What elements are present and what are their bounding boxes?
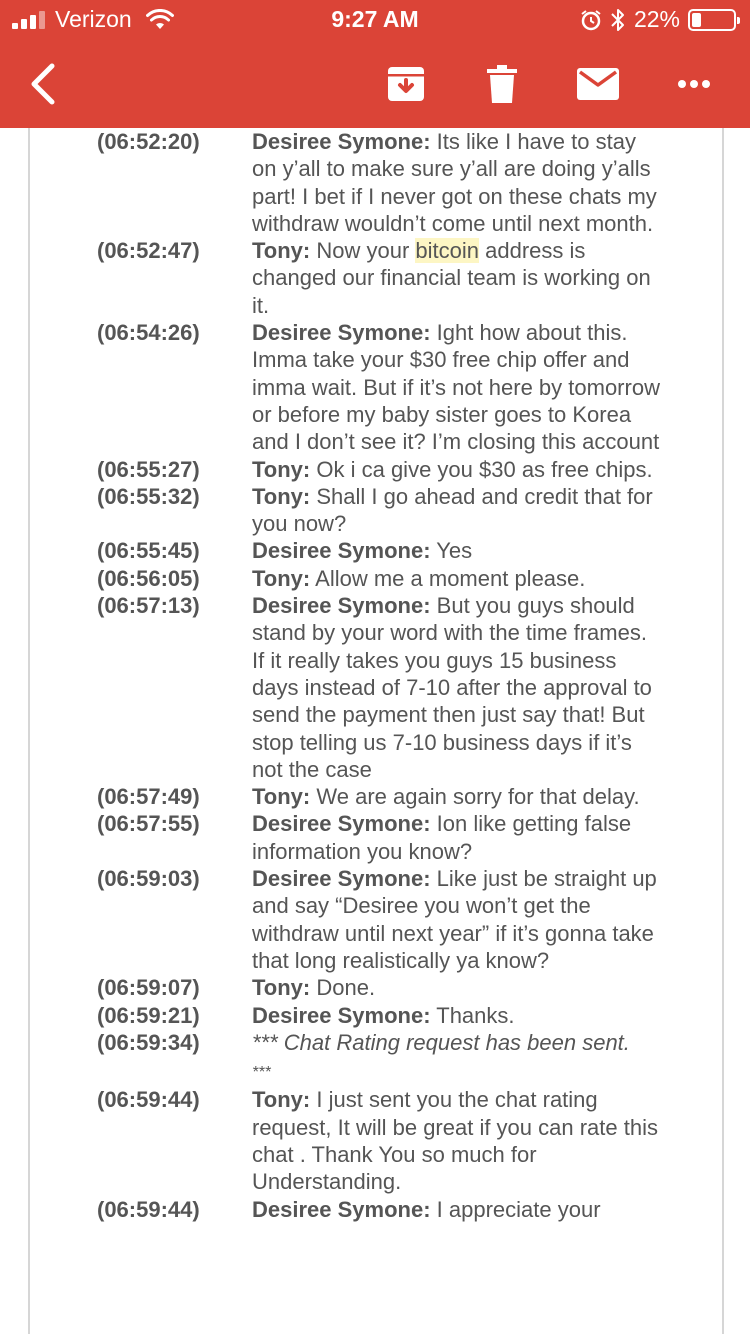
back-button[interactable] — [16, 58, 68, 110]
message-text: Allow me a moment please. — [315, 565, 586, 591]
chat-row — [97, 1196, 667, 1223]
message-text: Ight how about this. Imma take your $30 free chip offer and imma wait. But if it’s not here by tomorrow or before my baby sister goes to Korea and I don’t see it? I’m closing this account — [252, 320, 660, 455]
sender-name: Desiree Symone: — [252, 866, 431, 892]
message-text: I just sent you the chat rating request, It will be great if you can rate this chat . Thank You so much for Understanding. — [252, 1087, 658, 1195]
sender-name: Desiree Symone: — [252, 593, 431, 619]
sender-name: Tony: — [252, 784, 311, 810]
message-text: I appreciate your — [436, 1196, 601, 1222]
sender-name: Desiree Symone: — [252, 1002, 431, 1028]
chat-timestamp: (06:56:05) — [97, 565, 200, 591]
chat-timestamp: (06:55:27) — [97, 456, 200, 482]
chat-timestamp: (06:59:03) — [97, 866, 200, 892]
chat-message — [252, 237, 662, 319]
chat-timestamp: (06:57:13) — [97, 593, 200, 619]
chat-row — [97, 865, 667, 974]
status-right — [580, 6, 736, 33]
sender-name: Desiree Symone: — [252, 1196, 431, 1222]
message-text: Done. — [316, 975, 376, 1001]
sender-name: Desiree Symone: — [252, 538, 431, 564]
message-text: Ok i ca give you $30 as free chips. — [316, 456, 653, 482]
mail-icon — [577, 68, 619, 100]
chat-transcript — [97, 128, 667, 1223]
mail-button[interactable] — [572, 58, 624, 110]
message-text: But you guys should stand by your word with the time frames. If it really takes you guys 15 business days instead of 7-10 after the approval to send the payment then just say that! But stop telling us 7-10 business days if it’s not the case — [252, 593, 652, 782]
chat-timestamp: (06:55:45) — [97, 538, 200, 564]
chat-row — [97, 483, 667, 538]
message-text: Now your — [316, 238, 410, 264]
chat-row — [97, 456, 667, 483]
chat-message — [252, 537, 662, 564]
chat-timestamp: (06:55:32) — [97, 483, 200, 509]
carrier-label: Verizon — [55, 6, 132, 32]
chat-row — [97, 592, 667, 783]
chat-row — [97, 810, 667, 865]
chat-message — [252, 810, 662, 865]
bluetooth-icon — [610, 8, 626, 32]
sender-name: Tony: — [252, 483, 311, 509]
chat-row — [97, 1029, 667, 1087]
chat-message — [252, 483, 662, 538]
archive-icon — [387, 66, 425, 102]
battery-fill — [692, 13, 701, 27]
message-text: Shall I go ahead and credit that for you now? — [252, 483, 653, 537]
chat-message — [252, 1029, 662, 1087]
back-arrow-icon — [26, 63, 58, 105]
sender-name: Tony: — [252, 975, 311, 1001]
chat-message — [252, 128, 662, 237]
sender-name: Tony: — [252, 565, 311, 591]
chat-message — [252, 456, 662, 483]
app-bar — [0, 0, 750, 128]
system-message: *** Chat Rating request has been sent. — [252, 1029, 630, 1055]
chat-message — [252, 1196, 662, 1223]
message-text: Its like I have to stay on y’all to make sure y’all are doing y’alls part! I bet if I never got on these chats my withdraw wouldn’t come until next month. — [252, 129, 657, 236]
chat-row — [97, 1086, 667, 1195]
sender-name: Desiree Symone: — [252, 320, 431, 346]
left-border — [28, 128, 30, 1334]
sender-name: Tony: — [252, 1087, 311, 1113]
chat-timestamp: (06:59:07) — [97, 975, 200, 1001]
status-bar — [0, 0, 750, 40]
trash-icon — [487, 65, 517, 103]
chat-timestamp: (06:57:55) — [97, 811, 200, 837]
chat-message — [252, 565, 662, 592]
chat-message — [252, 1002, 662, 1029]
chat-message — [252, 865, 662, 974]
sender-name: Tony: — [252, 456, 311, 482]
delete-button[interactable] — [476, 58, 528, 110]
search-highlight: bitcoin — [415, 238, 480, 264]
chat-row — [97, 1002, 667, 1029]
message-text: Ion like getting false information you know? — [252, 811, 632, 864]
more-icon — [677, 79, 711, 89]
message-text: Thanks. — [436, 1002, 515, 1028]
alarm-icon — [580, 9, 602, 31]
chat-message — [252, 974, 662, 1001]
chat-timestamp: (06:59:34) — [97, 1029, 200, 1055]
chat-row — [97, 237, 667, 319]
chat-timestamp: (06:54:26) — [97, 320, 200, 346]
chat-timestamp: (06:57:49) — [97, 784, 200, 810]
chat-row — [97, 783, 667, 810]
system-message-end: *** — [252, 1064, 271, 1082]
chat-message — [252, 319, 662, 455]
message-text: Like just be straight up and say “Desiree you won’t get the withdraw until next year” if it’s gonna take that long realistically ya know? — [252, 866, 657, 973]
chat-row — [97, 974, 667, 1001]
chat-timestamp: (06:59:44) — [97, 1087, 200, 1113]
sender-name: Tony: — [252, 238, 311, 264]
email-body[interactable] — [0, 128, 750, 1334]
archive-button[interactable] — [380, 58, 432, 110]
chat-row — [97, 319, 667, 455]
chat-timestamp: (06:52:20) — [97, 129, 200, 154]
chat-message — [252, 592, 662, 783]
more-button[interactable] — [668, 58, 720, 110]
right-border — [722, 128, 724, 1334]
battery-icon — [688, 9, 736, 31]
message-text: address is changed our financial team is working on it. — [252, 238, 651, 318]
sender-name: Desiree Symone: — [252, 129, 431, 154]
sender-name: Desiree Symone: — [252, 811, 431, 837]
chat-row — [97, 537, 667, 564]
toolbar — [0, 40, 750, 128]
chat-timestamp: (06:59:21) — [97, 1002, 200, 1028]
chat-message — [252, 1086, 662, 1195]
chat-row — [97, 128, 667, 237]
message-text: We are again sorry for that delay. — [316, 784, 640, 810]
chat-message — [252, 783, 662, 810]
chat-row — [97, 565, 667, 592]
chat-timestamp: (06:52:47) — [97, 238, 200, 264]
battery-percent: 22% — [633, 6, 680, 32]
status-time: 9:27 AM — [331, 6, 419, 32]
message-text: Yes — [436, 538, 473, 564]
chat-timestamp: (06:59:44) — [97, 1196, 200, 1222]
